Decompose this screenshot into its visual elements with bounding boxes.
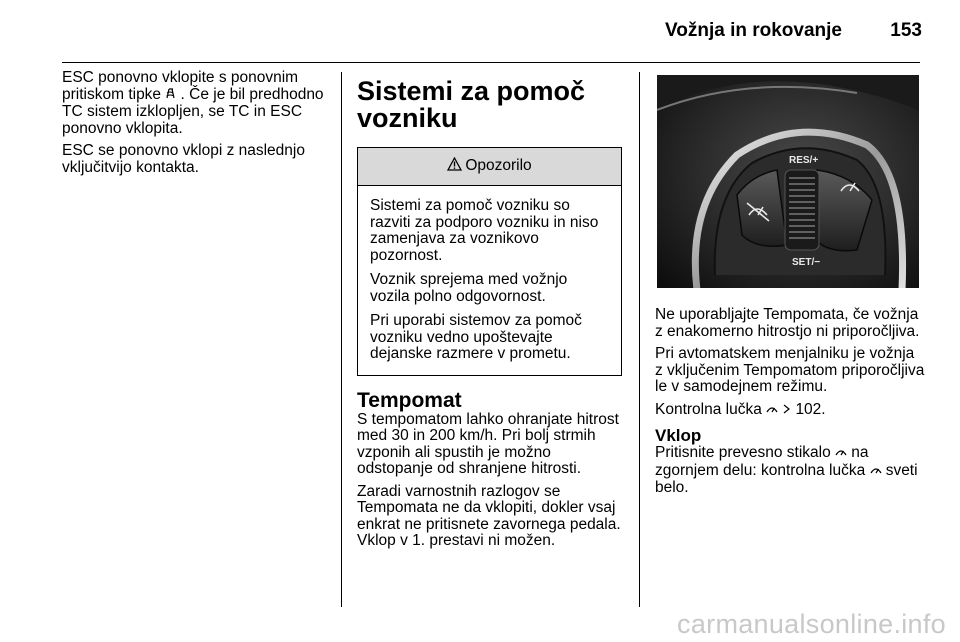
warning-triangle-icon — [447, 157, 462, 176]
paragraph-indicator-ref: Kontrolna lučka 102. — [655, 400, 826, 418]
warning-paragraph: Sistemi za pomoč vozniku so razviti za podporo vozniku in niso zamenjava za voznikovo pozornost. — [370, 197, 599, 264]
cruise-control-icon — [766, 403, 782, 418]
cruise-control-icon — [870, 464, 886, 479]
header-title: Vožnja in rokovanje — [664, 20, 842, 41]
page-number: 153 — [890, 20, 922, 41]
section-title: Sistemi za pomoč vozniku — [357, 76, 586, 133]
paragraph-not-recommended: Ne uporabljajte Tempomata, če vožnja z enakomerno hitrostjo ni priporočljiva. — [655, 306, 920, 340]
paragraph-esc-ignition: ESC se ponovno vklopi z naslednjo vključitvijo kontakta. — [62, 142, 305, 176]
paragraph-safety: Zaradi varnostnih razlogov se Tempomata ne da vklopiti, dokler vsaj enkrat ne pritisnete zavornega pedala. Vklop v 1. prestavi ni možen. — [357, 482, 621, 549]
warning-title: Opozorilo — [465, 157, 532, 175]
warning-header — [358, 148, 621, 186]
header-rule — [62, 62, 920, 63]
cruise-control-icon — [835, 446, 851, 461]
column-1 — [62, 70, 328, 182]
esc-off-icon — [165, 88, 180, 103]
warning-body — [358, 186, 621, 375]
warning-paragraph: Voznik sprejema med vožnjo vozila polno odgovornost. — [370, 271, 568, 305]
warning-box — [357, 147, 622, 376]
warning-paragraph: Pri uporabi sistemov za pomoč vozniku vedno upoštevajte dejanske razmere v prometu. — [370, 312, 582, 362]
paragraph-automatic: Pri avtomatskem menjalniku je vožnja z vključenim Tempomatom priporočljiva le v samodejnem režimu. — [655, 345, 925, 395]
column-divider-1 — [341, 72, 342, 607]
steering-wheel-cruise-control-photo — [657, 75, 919, 288]
set-label: SET/− — [792, 257, 821, 268]
page-reference-icon — [782, 403, 795, 418]
column-3 — [655, 307, 925, 503]
paragraph-activation: Pritisnite prevesno stikalo na zgornjem delu: kontrolna lučka sveti belo. — [655, 444, 918, 496]
paragraph-esc-reenable: ESC ponovno vklopite s ponovnim pritiskom tipke . Če je bil predhodno TC sistem izklopljen, se TC in ESC ponovno vklopita. — [62, 69, 324, 137]
res-label: RES/+ — [789, 155, 819, 166]
column-divider-2 — [639, 72, 640, 607]
column-2 — [357, 78, 625, 556]
paragraph-speed-range: S tempomatom lahko ohranjate hitrost med 30 in 200 km/h. Pri bolj strmih vzponih ali spustih je možno odstopanje od shranjene hitrosti. — [357, 410, 619, 477]
subheading-vklop: Vklop — [655, 426, 702, 445]
subsection-title-tempomat: Tempomat — [357, 388, 462, 412]
watermark: carmanualsonline.info — [677, 609, 946, 639]
